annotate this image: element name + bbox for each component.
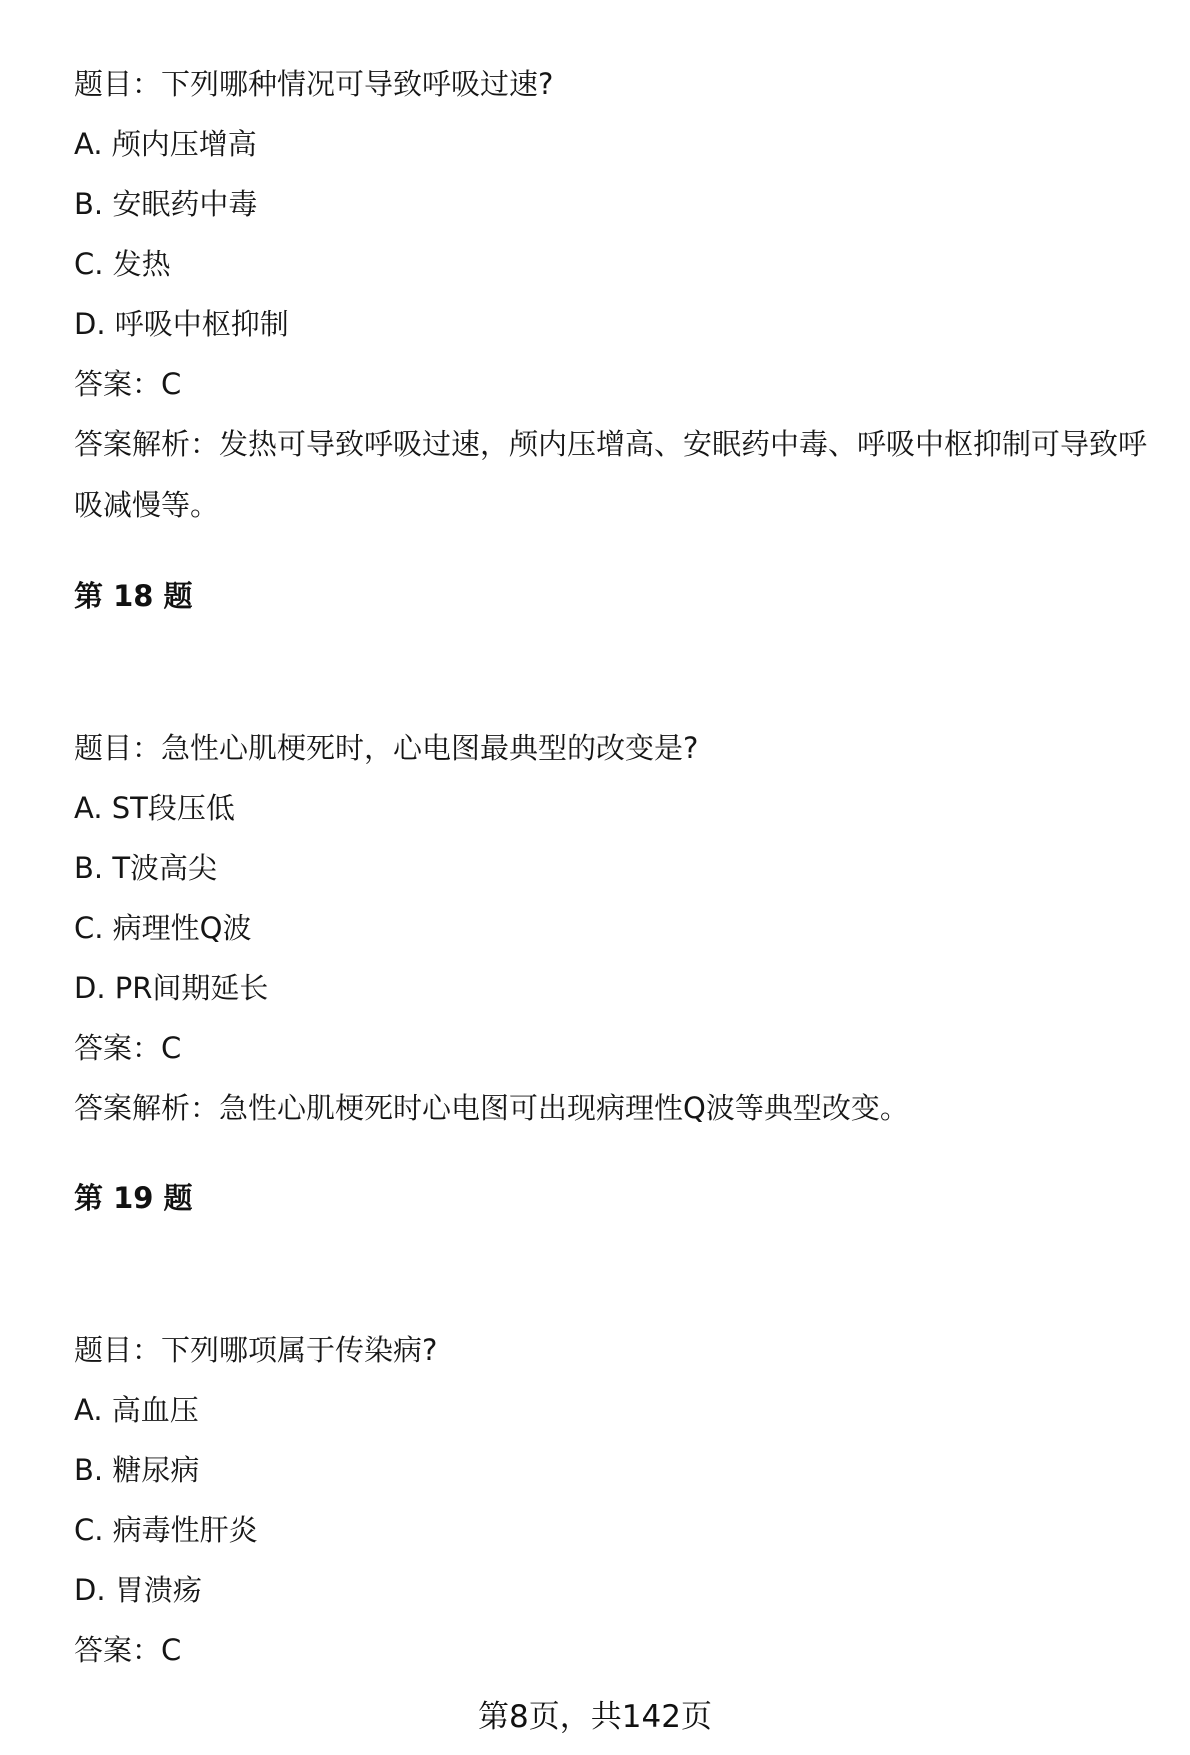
- question-stem: 题目：急性心肌梗死时，心电图最典型的改变是?: [74, 731, 699, 765]
- option-d: D. 呼吸中枢抑制: [74, 307, 289, 341]
- option-b: B. T波高尖: [74, 851, 218, 885]
- option-c: C. 病毒性肝炎: [74, 1513, 258, 1547]
- question-stem: 题目：下列哪种情况可导致呼吸过速?: [74, 67, 554, 101]
- answer: 答案：C: [74, 367, 182, 401]
- option-d: D. PR间期延长: [74, 971, 269, 1005]
- option-a: A. 颅内压增高: [74, 127, 257, 161]
- answer: 答案：C: [74, 1633, 182, 1667]
- answer-explanation: 答案解析：发热可导致呼吸过速，颅内压增高、安眠药中毒、呼吸中枢抑制可导致呼吸减慢等。: [74, 427, 1148, 522]
- option-d: D. 胃溃疡: [74, 1573, 202, 1607]
- answer: 答案：C: [74, 1031, 182, 1065]
- page-number: 第8页，共142页: [478, 1699, 712, 1735]
- answer-explanation: 答案解析：急性心肌梗死时心电图可出现病理性Q波等典型改变。: [74, 1091, 909, 1125]
- option-a: A. 高血压: [74, 1393, 199, 1427]
- option-b: B. 糖尿病: [74, 1453, 200, 1487]
- option-a: A. ST段压低: [74, 791, 235, 825]
- question-heading: 第 18 题: [74, 579, 193, 613]
- option-c: C. 发热: [74, 247, 171, 281]
- option-b: B. 安眠药中毒: [74, 187, 258, 221]
- question-stem: 题目：下列哪项属于传染病?: [74, 1333, 438, 1367]
- question-heading: 第 19 题: [74, 1181, 193, 1215]
- option-c: C. 病理性Q波: [74, 911, 252, 945]
